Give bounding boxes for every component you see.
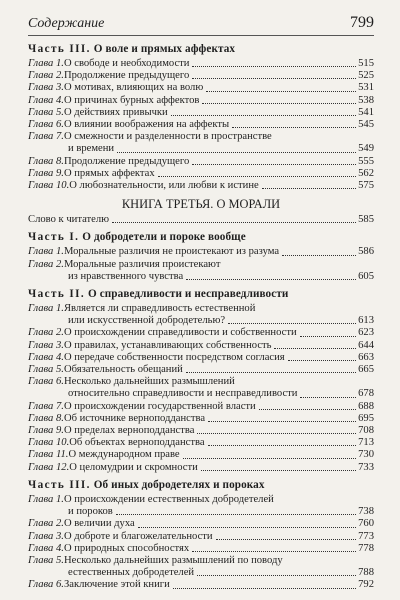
toc-entry[interactable] [28,340,374,352]
entry-line [28,449,374,461]
toc-entry[interactable] [28,364,374,376]
toc-entry[interactable] [28,82,374,94]
toc-entry[interactable] [28,425,374,437]
entry-page: 525 [358,70,374,82]
dot-leader [300,336,356,337]
toc-entry[interactable] [28,70,374,82]
dot-leader [112,222,356,223]
dot-leader [186,372,356,373]
entry-page: 562 [358,167,374,179]
entry-line-continued [28,315,374,327]
entry-page: 678 [358,388,374,400]
chapter-label: Глава 2. [28,70,64,82]
dot-leader [158,176,356,177]
part-label: Часть II. [28,288,86,301]
entry-page: 515 [358,58,374,69]
entry-page: 538 [358,94,374,106]
chapter-list [28,58,374,192]
toc-entry[interactable] [28,543,374,555]
toc-entry[interactable] [28,449,374,461]
chapter-label: Глава 6. [28,579,64,591]
dot-leader [192,164,356,165]
dot-leader [117,152,356,153]
entry-line [28,531,374,543]
toc-entry[interactable] [28,119,374,131]
dot-leader [171,115,356,116]
book-title: КНИГА ТРЕТЬЯ. О МОРАЛИ [121,197,281,212]
toc-entry[interactable] [28,95,374,107]
entry-page: 688 [358,400,374,412]
entry-line [28,156,374,168]
dot-leader [197,433,356,434]
chapter-label: Глава 5. [28,364,64,376]
page-header [28,14,374,32]
toc-entry[interactable] [28,401,374,413]
chapter-label: Глава 5. [28,106,64,118]
part-label: Часть III. [28,43,91,55]
dot-leader [259,409,356,410]
entry-page: 760 [358,518,374,530]
entry-title-continued: из нравственного чувства [68,270,184,282]
chapter-label: Глава 1. [28,246,64,258]
part-heading [28,479,374,491]
toc-entry[interactable] [28,555,374,579]
entry-page: 730 [358,449,374,461]
dot-leader [262,188,356,189]
entry-page: 773 [358,530,374,542]
entry-page: 623 [358,327,374,339]
entry-line [28,376,374,388]
entry-title: Заключение этой книги [63,579,170,591]
part-title: Об иных добродетелях и пороках [93,478,265,491]
entry-line [28,246,374,258]
dot-leader [228,323,356,324]
toc-entry[interactable] [28,376,374,400]
entry-line [28,180,374,192]
entry-title: О природных способностях [63,542,190,554]
entry-line [28,58,374,70]
entry-page: 549 [358,143,374,155]
entry-page: 585 [358,214,374,226]
page-number: 799 [350,14,374,31]
dot-leader [183,458,356,459]
entry-line [28,119,374,131]
dot-leader [208,421,356,422]
toc-entry[interactable] [28,168,374,180]
entry-line [28,437,374,449]
toc-entry[interactable] [28,303,374,327]
dot-leader [192,551,356,552]
chapter-label: Глава 11. [28,449,69,461]
entry-line [28,425,374,437]
entry-title: Является ли справедливость естественной [63,303,256,315]
chapter-label: Глава 2. [28,518,64,530]
toc-entry[interactable] [28,246,374,258]
chapter-label: Глава 6. [28,119,64,131]
entry-title: Об источнике верноподданства [63,412,206,424]
entry-title: Обязательность обещаний [63,364,183,376]
chapter-label: Глава 7. [28,131,64,143]
entry-page: 644 [358,339,374,351]
entry-title-continued: и времени [68,143,115,155]
entry-line [28,494,374,506]
chapter-label: Глава 7. [28,400,64,412]
chapter-label: Глава 4. [28,94,64,106]
entry-line-continued [28,388,374,400]
entry-line-continued [28,271,374,283]
dot-leader [186,279,356,280]
chapter-label: Глава 8. [28,155,64,167]
dot-leader [173,588,356,589]
dot-leader [208,445,357,446]
entry-title: О пределах верноподданства [63,425,195,437]
chapter-label: Глава 1. [28,303,64,315]
entry-title: Моральные различия не проистекают из разума [63,246,280,258]
chapter-label: Глава 5. [28,554,64,566]
part-title: О справедливости и несправедливости [88,288,289,301]
entry-title: О происхождении справедливости и собственности [63,327,297,339]
entry-title: О действиях привычки [63,106,168,118]
running-title: Содержание [28,16,105,31]
toc-entry[interactable] [28,214,374,226]
chapter-label: Глава 3. [28,339,64,351]
entry-line-continued [28,567,374,579]
entry-page: 586 [358,246,374,258]
entry-line [28,303,374,315]
dot-leader [201,470,356,471]
chapter-label: Глава 3. [28,82,64,94]
entry-page: 605 [358,270,374,282]
dot-leader [197,575,356,576]
toc-entry[interactable] [28,413,374,425]
dot-leader [192,66,356,67]
chapter-label: Глава 8. [28,412,64,424]
chapter-list [28,303,374,474]
entry-page: 555 [358,155,374,167]
entry-title: О передаче собственности посредством согласия [63,351,285,363]
toc-entry[interactable] [28,156,374,168]
part-heading [28,231,374,243]
chapter-list [28,494,374,592]
chapter-label: Глава 1. [28,493,64,505]
entry-page: 613 [358,315,374,327]
entry-line [28,579,374,591]
entry-title: Слово к читателю [28,214,110,226]
toc-entry[interactable] [28,531,374,543]
toc-entry[interactable] [28,259,374,283]
toc-entry[interactable] [28,327,374,339]
entry-title: О происхождении государственной власти [63,400,256,412]
toc-entry[interactable] [28,107,374,119]
entry-page: 713 [358,437,374,449]
dot-leader [232,127,356,128]
entry-line [28,555,374,567]
entry-title: Моральные различия проистекают [63,258,221,270]
chapter-label: Глава 10. [28,437,70,449]
entry-line [28,364,374,376]
entry-line [28,340,374,352]
toc-entry[interactable] [28,180,374,192]
toc-entry[interactable] [28,352,374,364]
entry-title: О доброте и благожелательности [63,530,213,542]
entry-line [28,70,374,82]
chapter-label: Глава 10. [28,180,70,192]
entry-line [28,352,374,364]
entry-page: 738 [358,506,374,518]
entry-title: Об объектах верноподданства [69,437,205,449]
toc-entry[interactable] [28,494,374,518]
entry-line [28,131,374,143]
entry-title: О смежности и разделенности в пространстве [63,131,272,143]
entry-page: 733 [358,461,374,473]
entry-title: Продолжение предыдущего [63,155,190,167]
chapter-label: Глава 4. [28,351,64,363]
part-title: О воле и прямых аффектах [93,43,236,55]
entry-page: 792 [358,579,374,591]
toc-entry[interactable] [28,131,374,155]
part-heading [28,288,374,300]
dot-leader [216,539,357,540]
entry-page: 545 [358,119,374,131]
entry-line [28,413,374,425]
entry-page: 695 [358,412,374,424]
entry-line [28,95,374,107]
entry-page: 778 [358,542,374,554]
entry-title: Несколько дальнейших размышлений [63,376,235,388]
entry-page: 788 [358,567,374,579]
entry-page: 663 [358,351,374,363]
entry-title: Несколько дальнейших размышлений по поводу [63,554,283,566]
entry-line [28,107,374,119]
entry-page: 708 [358,425,374,437]
entry-title-continued: естественных добродетелей [68,567,195,579]
entry-title: О величии духа [63,518,135,530]
entry-line [28,401,374,413]
entry-line [28,259,374,271]
dot-leader [138,527,356,528]
entry-line [28,543,374,555]
dot-leader [300,397,356,398]
chapter-label: Глава 6. [28,376,64,388]
entry-page: 665 [358,364,374,376]
chapter-label: Глава 9. [28,425,64,437]
chapter-label: Глава 2. [28,327,64,339]
entry-title: О происхождении естественных добродетелей [63,493,274,505]
toc-entry[interactable] [28,58,374,70]
entry-line [28,82,374,94]
entry-line [28,327,374,339]
chapter-list [28,246,374,283]
dot-leader [206,91,356,92]
entry-line [28,462,374,474]
dot-leader [192,78,356,79]
entry-title: Продолжение предыдущего [63,70,190,82]
part-label: Часть III. [28,478,91,491]
entry-title-continued: или искусственной добродетелью? [68,315,226,327]
part-label: Часть I. [28,231,80,244]
chapter-label: Глава 4. [28,542,64,554]
entry-title: О любознательности, или любви к истине [69,180,259,192]
entry-title-continued: и пороков [68,506,113,518]
part-heading [28,43,374,55]
entry-title-continued: относительно справедливости и несправедливости [68,388,298,400]
chapter-label: Глава 1. [28,58,64,69]
toc-entry[interactable] [28,437,374,449]
toc-entry[interactable] [28,518,374,530]
dot-leader [116,514,356,515]
entry-line-continued [28,506,374,518]
toc-entry[interactable] [28,579,374,591]
entry-line [28,518,374,530]
chapter-label: Глава 3. [28,530,64,542]
entry-title: О международном праве [68,449,180,461]
dot-leader [288,360,356,361]
toc-entry[interactable] [28,462,374,474]
entry-line [28,168,374,180]
entry-title: О целомудрии и скромности [69,461,198,473]
dot-leader [202,103,356,104]
entry-page: 531 [358,82,374,94]
entry-title: О правилах, устанавливающих собственность [63,339,272,351]
entry-page: 575 [358,180,374,192]
entry-line-continued [28,143,374,155]
entry-title: О прямых аффектах [63,167,155,179]
entry-page: 541 [358,106,374,118]
entry-title: О причинах бурных аффектов [63,94,200,106]
dot-leader [282,255,356,256]
chapter-label: Глава 9. [28,167,64,179]
chapter-label: Глава 12. [28,461,70,473]
entry-title: О свободе и необходимости [63,58,190,69]
dot-leader [274,348,356,349]
entry-title: О влиянии воображения на аффекты [63,119,230,131]
chapter-label: Глава 2. [28,258,64,270]
part-title: О добродетели и пороке вообще [82,231,246,244]
header-rule [28,35,374,36]
entry-title: О мотивах, влияющих на волю [63,82,204,94]
